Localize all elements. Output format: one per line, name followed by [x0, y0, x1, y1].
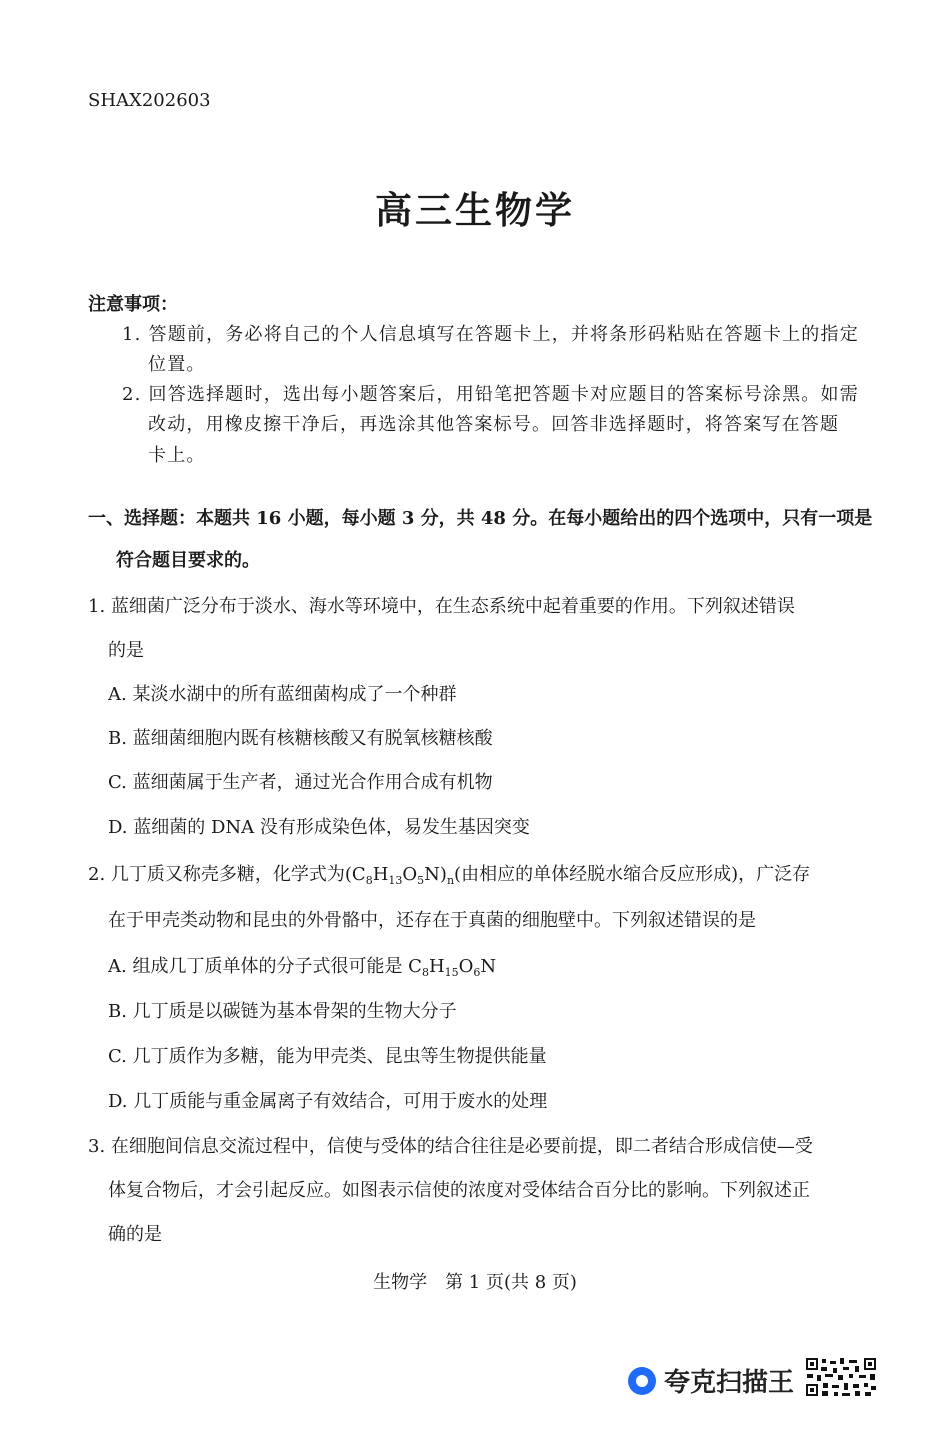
notice-heading: 注意事项：: [88, 294, 178, 315]
notice-line: 改动，用橡皮擦干净后，再选涂其他答案标号。回答非选择题时，将答案写在答题: [148, 414, 840, 435]
section-heading: 一、选择题：本题共 16 小题，每小题 3 分，共 48 分。在每小题给出的四个选项中，只有一项是: [88, 508, 873, 529]
question-2-stem-text: 2. 几丁质又称壳多糖，化学式为(C: [88, 864, 366, 885]
notice-line: 1. 答题前，务必将自己的个人信息填写在答题卡上，并将条形码粘贴在答题卡上的指定: [122, 324, 859, 345]
subscript: 5: [417, 874, 425, 887]
page-footer: 生物学 第 1 页(共 8 页): [373, 1272, 577, 1293]
question-2-option-b: B. 几丁质是以碳链为基本骨架的生物大分子: [108, 1001, 457, 1022]
question-2-option-a: [108, 952, 496, 979]
question-3-stem-cont: 体复合物后，才会引起反应。如图表示信使的浓度对受体结合百分比的影响。下列叙述正: [108, 1180, 810, 1201]
question-2-option-c: C. 几丁质作为多糖，能为甲壳类、昆虫等生物提供能量: [108, 1046, 547, 1067]
exam-code: SHAX202603: [88, 90, 211, 111]
question-2-option-d: D. 几丁质能与重金属离子有效结合，可用于废水的处理: [108, 1091, 548, 1112]
question-2-stem-text: (由相应的单体经脱水缩合反应形成)，广泛存: [454, 864, 811, 885]
formula-part: O: [458, 956, 474, 977]
subscript: 6: [473, 966, 481, 979]
scanner-logo-icon: [628, 1367, 656, 1395]
question-1-option-c: C. 蓝细菌属于生产者，通过光合作用合成有机物: [108, 772, 493, 793]
question-1-stem: 1. 蓝细菌广泛分布于淡水、海水等环境中，在生态系统中起着重要的作用。下列叙述错误: [88, 596, 795, 617]
scanner-brand-text: 夸克扫描王: [664, 1368, 795, 1398]
formula-part: O: [402, 864, 418, 885]
notice-line: 位置。: [148, 354, 206, 375]
subscript: 15: [444, 966, 459, 979]
question-1-stem-cont: 的是: [108, 640, 144, 661]
question-1-option-b: B. 蓝细菌细胞内既有核糖核酸又有脱氧核糖核酸: [108, 728, 493, 749]
question-2-stem-cont: 在于甲壳类动物和昆虫的外骨骼中，还存在于真菌的细胞壁中。下列叙述错误的是: [108, 910, 756, 931]
notice-line: 卡上。: [148, 445, 206, 466]
question-1-option-a: A. 某淡水湖中的所有蓝细菌构成了一个种群: [108, 684, 457, 705]
subscript: 13: [388, 874, 403, 887]
subscript: n: [446, 874, 455, 887]
formula-part: N): [424, 864, 447, 885]
scanner-watermark: [628, 1362, 794, 1399]
subscript: 8: [365, 874, 373, 887]
question-1-option-d: D. 蓝细菌的 DNA 没有形成染色体，易发生基因突变: [108, 817, 530, 838]
formula-part: H: [372, 864, 389, 885]
notice-line: 2. 回答选择题时，选出每小题答案后，用铅笔把答题卡对应题目的答案标号涂黑。如需: [122, 384, 859, 405]
qr-code-icon: [805, 1357, 877, 1397]
page-title: 高三生物学: [375, 188, 575, 232]
question-3-stem: 3. 在细胞间信息交流过程中，信使与受体的结合往往是必要前提，即二者结合形成信使—受: [88, 1136, 813, 1157]
option-text: A. 组成几丁质单体的分子式很可能是 C: [108, 956, 422, 977]
formula-part: H: [428, 956, 445, 977]
subscript: 8: [421, 966, 429, 979]
question-2-stem: [88, 860, 810, 887]
formula-part: N: [480, 956, 497, 977]
question-3-stem-cont: 确的是: [108, 1224, 162, 1245]
section-heading-cont: 符合题目要求的。: [116, 550, 260, 571]
